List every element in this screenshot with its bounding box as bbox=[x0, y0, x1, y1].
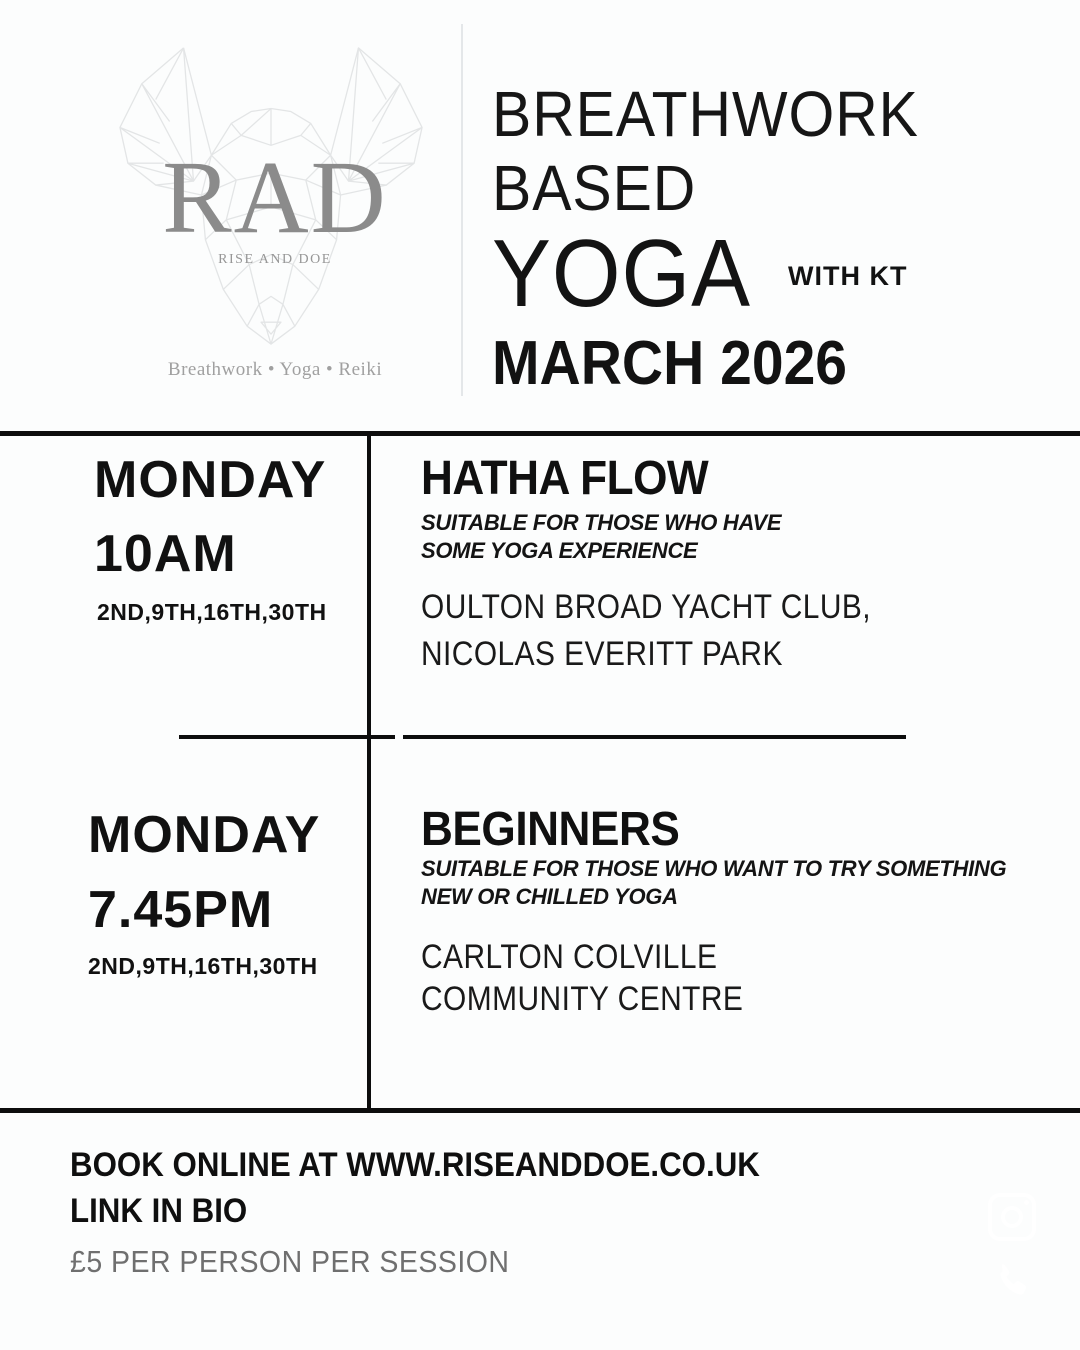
session1-day: MONDAY bbox=[94, 451, 327, 509]
brand-tagline: Breathwork • Yoga • Reiki bbox=[167, 359, 383, 380]
brand-wordmark: RAD bbox=[162, 140, 388, 255]
header-divider-line bbox=[461, 24, 463, 396]
session1-location-line2: NICOLAS EVERITT PARK bbox=[421, 635, 783, 673]
bottom-rule bbox=[0, 1108, 1080, 1113]
session2-time: 7.45PM bbox=[88, 881, 274, 939]
instagram-lens bbox=[1001, 1206, 1023, 1228]
session2-dates: 2ND,9TH,16TH,30TH bbox=[88, 953, 318, 979]
price-text: £5 PER PERSON PER SESSION bbox=[70, 1244, 510, 1279]
session1-suitability-line1: SUITABLE FOR THOSE WHO HAVE bbox=[421, 510, 782, 535]
booking-url-text: BOOK ONLINE AT WWW.RISEANDDOE.CO.UK bbox=[70, 1146, 760, 1184]
top-rule bbox=[0, 431, 1080, 436]
column-divider-rule bbox=[367, 431, 371, 1113]
session1-time: 10AM bbox=[94, 525, 237, 583]
middle-rule-right-segment bbox=[403, 735, 906, 739]
session1-class-name: HATHA FLOW bbox=[421, 452, 709, 505]
session2-location-line2: COMMUNITY CENTRE bbox=[421, 980, 744, 1018]
brand-subtitle: RISE AND DOE bbox=[218, 252, 332, 267]
session1-dates: 2ND,9TH,16TH,30TH bbox=[97, 599, 327, 625]
title-line-yoga: YOGA bbox=[492, 220, 751, 327]
title-with-kt: WITH KT bbox=[788, 261, 908, 291]
session2-suitability-line2: NEW OR CHILLED YOGA bbox=[421, 884, 678, 909]
session2-day: MONDAY bbox=[88, 806, 321, 864]
middle-rule-left-segment bbox=[179, 735, 395, 739]
title-line-based: BASED bbox=[492, 152, 697, 224]
session2-class-name: BEGINNERS bbox=[421, 803, 680, 856]
session2-suitability-line1: SUITABLE FOR THOSE WHO WANT TO TRY SOMETHING bbox=[421, 856, 1007, 881]
title-month: MARCH 2026 bbox=[492, 329, 848, 398]
instagram-icon bbox=[988, 1193, 1036, 1241]
phone-icon bbox=[990, 1260, 1034, 1304]
session2-location-line1: CARLTON COLVILLE bbox=[421, 938, 718, 976]
title-line-breathwork: BREATHWORK bbox=[492, 78, 919, 150]
link-in-bio-text: LINK IN BIO bbox=[70, 1192, 248, 1230]
instagram-dot bbox=[1024, 1200, 1029, 1205]
session1-location-line1: OULTON BROAD YACHT CLUB, bbox=[421, 588, 872, 626]
session1-suitability-line2: SOME YOGA EXPERIENCE bbox=[421, 538, 698, 563]
